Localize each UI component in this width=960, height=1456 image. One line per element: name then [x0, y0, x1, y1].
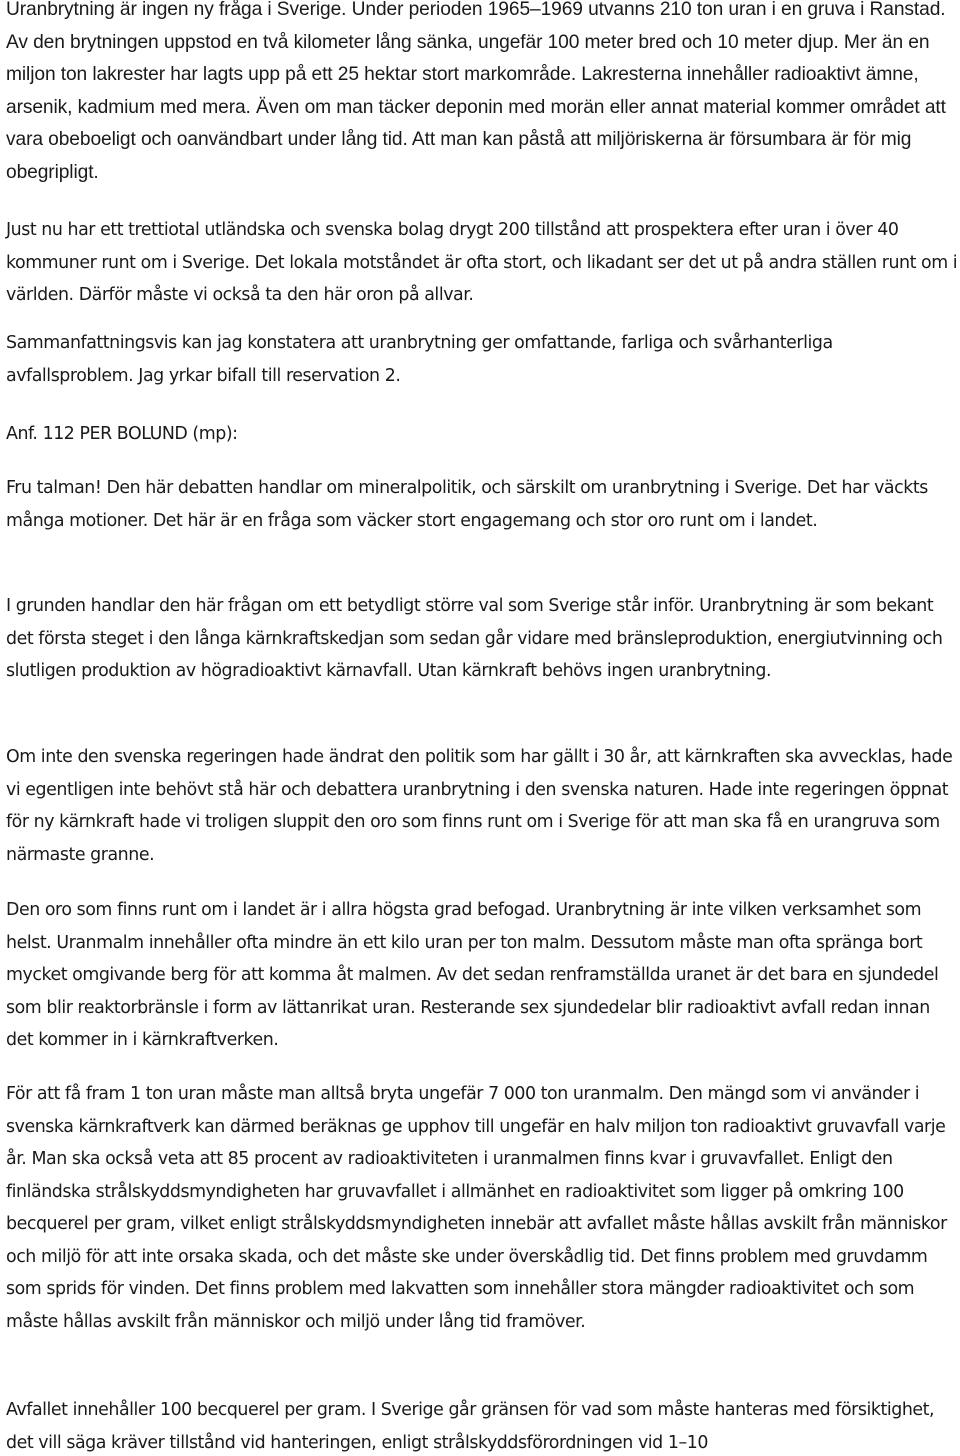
paragraph-summary: Sammanfattningsvis kan jag konstatera att uranbrytning ger omfattande, farliga och svårhanterliga avfallsproblem. Jag yrkar bifall till reservation 2. — [6, 333, 833, 386]
paragraph-concern: Den oro som finns runt om i landet är i allra högsta grad befogad. Uranbrytning är inte vilken verksamhet som helst. Uranmalm innehåller ofta mindre än ett kilo uran per ton malm. Dessutom måste man ofta spränga bort mycket omgivande berg för att komma åt malmen. Av det sedan renframställda uranet är det bara en sjundedel som blir reaktorbränsle i form av lättanrikat uran. Resterande sex sjundedelar blir radioaktivt avfall redan innan det kommer in i kärnkraftverken. — [6, 900, 939, 1050]
paragraph-nuclear-chain: I grunden handlar den här frågan om ett betydligt större val som Sverige står inför. Uranbrytning är som bekant det första steget i den långa kärnkraftskedjan som sedan går vidare med bränsleproduktion, energiutvinning och slutligen produktion av högradioaktivt kärnavfall. Utan kärnkraft behövs ingen uranbrytning. — [6, 596, 943, 681]
paragraph-opening: Fru talman! Den här debatten handlar om mineralpolitik, och särskilt om uranbrytning i Sverige. Det har väckts många motioner. Det här är en fråga som väcker stort engagemang och stor oro runt om i landet. — [6, 478, 928, 531]
speaker-heading: Anf. 112 PER BOLUND (mp): — [6, 424, 238, 444]
paragraph-waste-volume: För att få fram 1 ton uran måste man alltså bryta ungefär 7 000 ton uranmalm. Den mängd som vi använder i svenska kärnkraftverk kan därmed beräknas ge upphov till ungefär en halv miljon ton radioaktivt gruvavfall varje år. Man ska också veta att 85 procent av radioaktiviteten i uranmalmen finns kvar i gruvavfallet. Enligt den finländska strålskyddsmyndigheten har gruvavfallet i allmänhet en radioaktivitet som ligger på omkring 100 becquerel per gram, vilket enligt strålskyddsmyndigheten innebär att avfallet måste hållas avskilt från människor och miljö för att inte orsaka skada, och det måste ske under överskådlig tid. Det finns problem med gruvdamm som sprids för vinden. Det finns problem med lakvatten som innehåller stora mängder radioaktivitet och som måste hållas avskilt från människor och miljö under lång tid framöver. — [6, 1084, 947, 1332]
paragraph-prospecting: Just nu har ett trettiotal utländska och svenska bolag drygt 200 tillstånd att prospektera efter uran i över 40 kommuner runt om i Sverige. Det lokala motståndet är ofta stort, och likadant ser det ut på andra ställen runt om i världen. Därför måste vi också ta den här oron på allvar. — [6, 220, 958, 305]
paragraph-ranstad: Uranbrytning är ingen ny fråga i Sverige. Under perioden 1965–1969 utvanns 210 ton uran i en gruva i Ranstad. Av den brytningen uppstod en två kilometer lång sänka, ungefär 100 meter bred och 10 meter djup. Mer än en miljon ton lakrester har lagts upp på ett 25 hektar stort markområde. Lakresterna innehåller radioaktivt ämne, arsenik, kadmium med mera. Även om man täcker deponin med morän eller annat material kommer området att vara obeboeligt och oanvändbart under lång tid. Att man kan påstå att miljöriskerna är försumbara är för mig obegripligt. — [6, 0, 946, 183]
paragraph-government-policy: Om inte den svenska regeringen hade ändrat den politik som har gällt i 30 år, att kärnkraften ska avvecklas, hade vi egentligen inte behövt stå här och debattera uranbrytning i den svenska naturen. Hade inte regeringen öppnat för ny kärnkraft hade vi troligen sluppit den oro som finns runt om i Sverige för att man ska få en urangruva som närmaste granne. — [6, 747, 953, 865]
paragraph-becquerel: Avfallet innehåller 100 becquerel per gram. I Sverige går gränsen för vad som måste hanteras med försiktighet, det vill säga kräver tillstånd vid hanteringen, enligt strålskyddsförordningen vid 1–10 — [6, 1400, 935, 1453]
